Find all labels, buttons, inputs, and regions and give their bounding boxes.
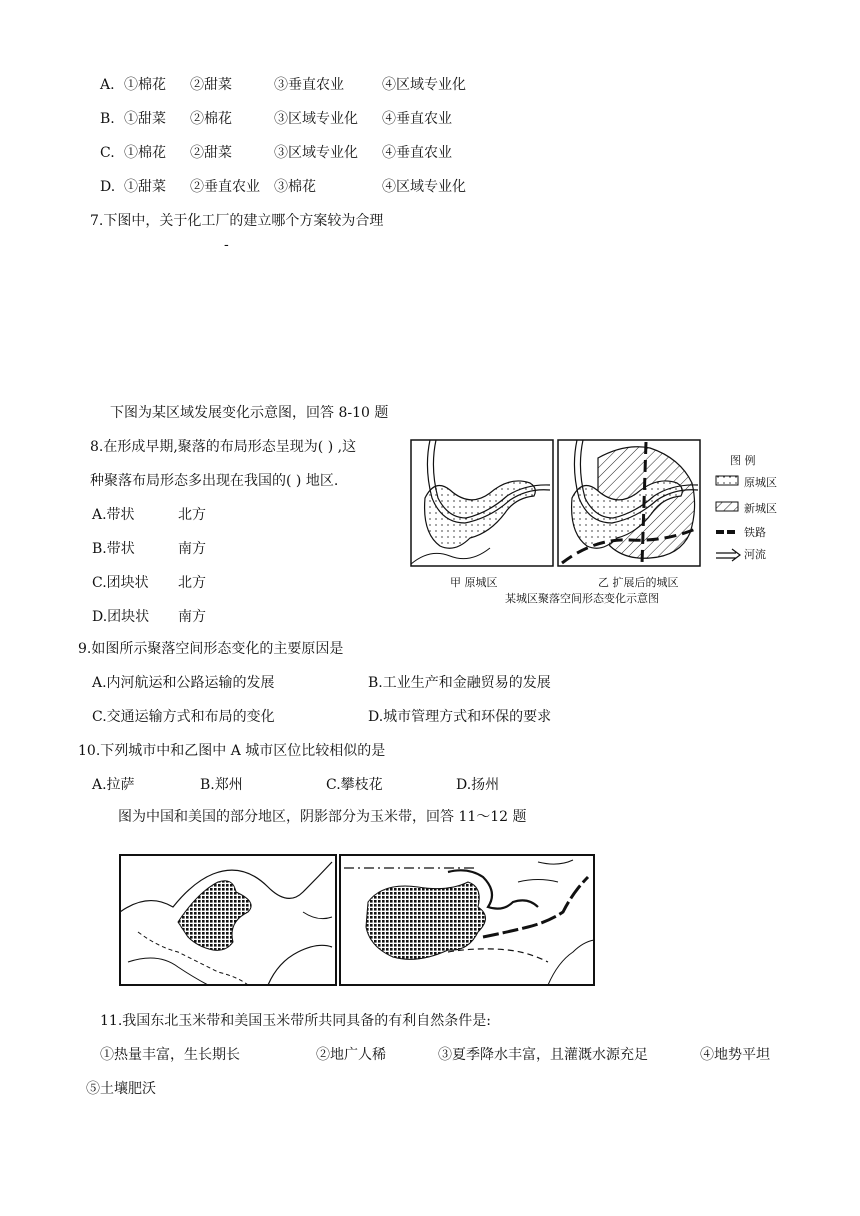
option-d-text: D.团块状 — [92, 609, 150, 625]
option-item-1: ①棉花 — [124, 145, 166, 161]
q8-option-b — [92, 540, 292, 558]
option-item-2: ②垂直农业 — [190, 179, 260, 195]
question-10: 10.下列城市中和乙图中 A 城市区位比较相似的是 — [78, 743, 386, 759]
q11-option-5: ⑤土壤肥沃 — [86, 1081, 156, 1097]
q8-option-d — [92, 608, 292, 626]
legend-new-city: 新城区 — [744, 502, 777, 515]
q9-option-a: A.内河航运和公路运输的发展 — [92, 675, 275, 691]
q7-dash: - — [224, 237, 229, 253]
q10-option-b: B.郑州 — [200, 777, 243, 793]
q8-option-c — [92, 574, 292, 592]
option-a-region: 北方 — [178, 507, 206, 523]
q10-option-c: C.攀枝花 — [326, 777, 383, 793]
option-item-2: ②甜菜 — [190, 145, 232, 161]
q6-option-c — [100, 144, 520, 162]
legend-old-city-swatch — [716, 476, 738, 485]
q11-option-1: ①热量丰富，生长期长 — [100, 1047, 240, 1063]
china-map — [120, 855, 336, 985]
map-jia — [411, 440, 553, 566]
legend-old-city: 原城区 — [744, 476, 777, 489]
option-letter: D. — [100, 179, 116, 195]
q9-option-b: B.工业生产和金融贸易的发展 — [368, 675, 551, 691]
option-c-region: 北方 — [178, 575, 206, 591]
q6-option-b — [100, 110, 520, 128]
option-item-2: ②棉花 — [190, 111, 232, 127]
label-yi: 乙 扩展后的城区 — [598, 576, 679, 589]
settlement-figure — [410, 438, 795, 610]
intro-11-12: 图为中国和美国的部分地区，阴影部分为玉米带，回答 11～12 题 — [118, 809, 527, 825]
question-11: 11.我国东北玉米带和美国玉米带所共同具备的有利自然条件是: — [100, 1013, 491, 1029]
option-item-2: ②甜菜 — [190, 77, 232, 93]
option-a-text: A.带状 — [92, 507, 135, 523]
option-item-4: ④区域专业化 — [382, 77, 466, 93]
q6-option-a — [100, 76, 520, 94]
option-letter: A. — [100, 77, 115, 93]
q9-option-c: C.交通运输方式和布局的变化 — [92, 709, 275, 725]
option-item-4: ④垂直农业 — [382, 145, 452, 161]
option-item-3: ③棉花 — [274, 179, 316, 195]
option-item-3: ③区域专业化 — [274, 145, 358, 161]
legend-river: 河流 — [744, 548, 766, 561]
option-d-region: 南方 — [178, 609, 206, 625]
q6-option-d — [100, 178, 520, 196]
option-b-text: B.带状 — [92, 541, 135, 557]
question-8-line2: 种聚落布局形态多出现在我国的( ) 地区. — [90, 473, 339, 489]
map-yi — [558, 440, 700, 566]
option-item-4: ④垂直农业 — [382, 111, 452, 127]
q9-option-d: D.城市管理方式和环保的要求 — [368, 709, 552, 725]
q11-option-3: ③夏季降水丰富，且灌溉水源充足 — [438, 1047, 648, 1063]
option-c-text: C.团块状 — [92, 575, 149, 591]
corn-belt-maps — [118, 852, 598, 988]
legend-title: 图 例 — [730, 454, 756, 467]
question-8-line1: 8.在形成早期,聚落的布局形态呈现为( ) ,这 — [90, 439, 357, 455]
option-letter: B. — [100, 111, 115, 127]
option-item-1: ①甜菜 — [124, 179, 166, 195]
option-item-3: ③垂直农业 — [274, 77, 344, 93]
q11-option-4: ④地势平坦 — [700, 1047, 770, 1063]
legend-new-city-swatch — [716, 502, 738, 511]
q8-option-a — [92, 506, 292, 524]
legend-river-swatch — [716, 549, 740, 561]
label-jia: 甲 原城区 — [450, 576, 498, 589]
option-b-region: 南方 — [178, 541, 206, 557]
q10-option-d: D.扬州 — [456, 777, 500, 793]
q10-option-a: A.拉萨 — [92, 777, 135, 793]
option-letter: C. — [100, 145, 115, 161]
usa-map — [340, 855, 594, 985]
legend-railway: 铁路 — [744, 526, 766, 539]
option-item-1: ①棉花 — [124, 77, 166, 93]
option-item-4: ④区域专业化 — [382, 179, 466, 195]
intro-8-10: 下图为某区域发展变化示意图，回答 8-10 题 — [110, 405, 389, 421]
option-item-1: ①甜菜 — [124, 111, 166, 127]
q11-option-2: ②地广人稀 — [316, 1047, 386, 1063]
option-item-3: ③区域专业化 — [274, 111, 358, 127]
question-7: 7.下图中，关于化工厂的建立哪个方案较为合理 — [90, 213, 384, 229]
question-9: 9.如图所示聚落空间形态变化的主要原因是 — [78, 641, 344, 657]
figure-caption: 某城区聚落空间形态变化示意图 — [505, 592, 659, 605]
legend — [716, 476, 740, 561]
